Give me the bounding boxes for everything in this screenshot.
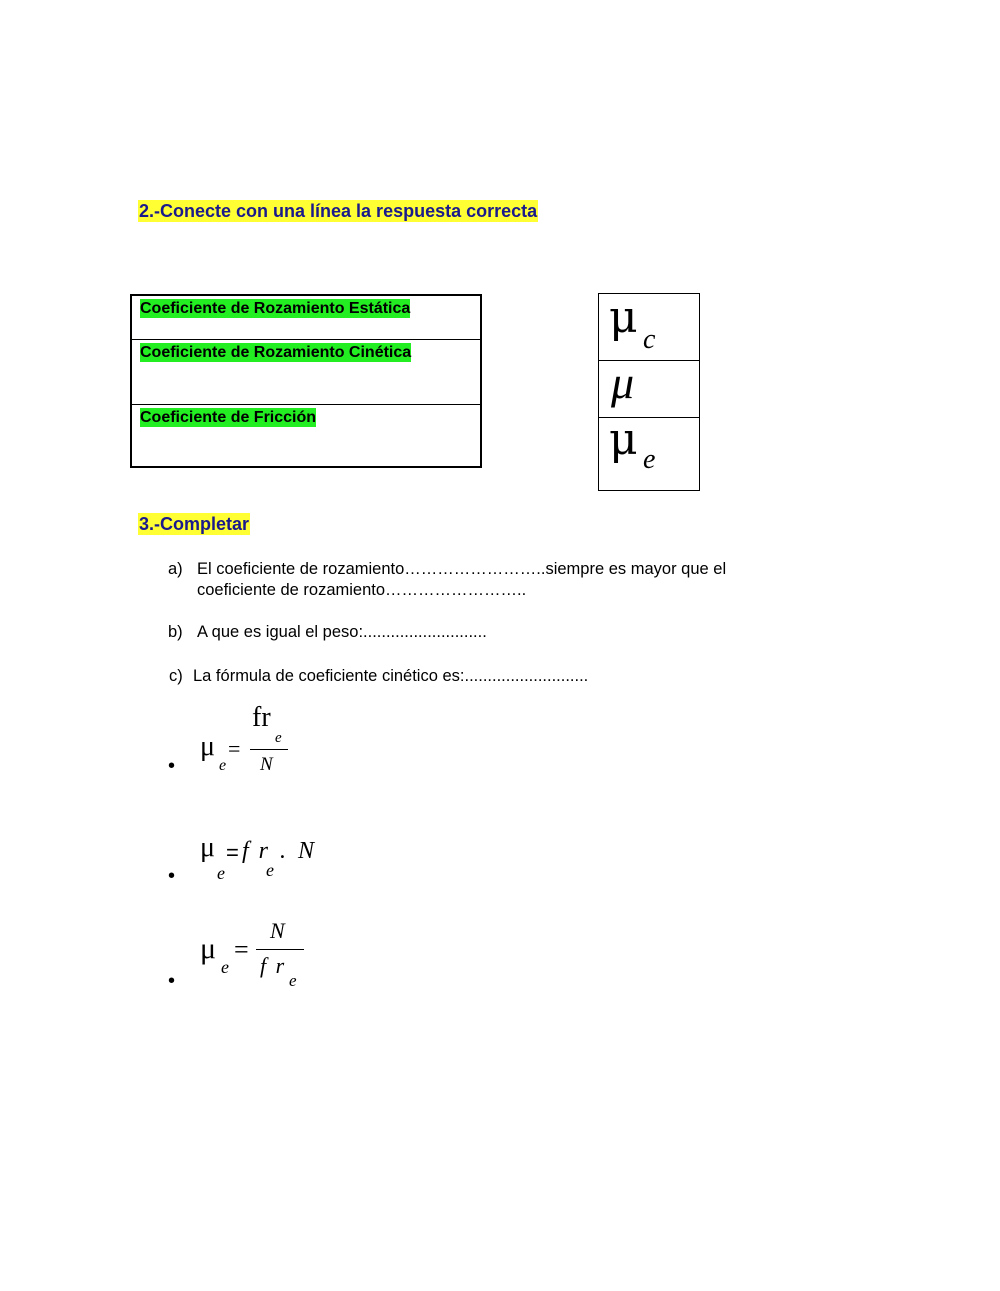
symbols-table xyxy=(598,293,700,491)
section2-heading: 2.-Conecte con una línea la respuesta correcta xyxy=(139,201,538,221)
item-a-line1: El coeficiente de rozamiento……………………..siempre es mayor que el xyxy=(197,560,727,578)
formula-option-1[interactable] xyxy=(168,700,328,780)
numerator-subscript: e xyxy=(275,730,282,746)
symbol-cell-mu-c xyxy=(599,294,699,359)
equals-sign: = xyxy=(234,935,249,964)
mu-symbol: μ xyxy=(200,832,216,863)
section3-heading: 3.-Completar xyxy=(139,514,250,534)
concepts-table xyxy=(130,294,482,468)
fraction-bar xyxy=(250,749,288,750)
concept-cell-friccion xyxy=(132,404,480,467)
item-b-line1: A que es igual el peso:........................... xyxy=(197,623,487,641)
term-subscript: e xyxy=(266,860,274,880)
term: f r xyxy=(242,838,271,864)
denominator: N xyxy=(260,754,273,775)
item-b-marker: b) xyxy=(168,623,183,641)
denominator: f r xyxy=(260,953,287,978)
equals-sign: = xyxy=(228,736,241,761)
numerator: fr xyxy=(252,702,271,733)
term-rest: . N xyxy=(280,838,318,864)
equals-sign: = xyxy=(226,840,239,865)
mu-subscript: e xyxy=(221,957,229,977)
mu-symbol: μ xyxy=(611,357,635,408)
bullet: • xyxy=(168,970,176,992)
concept-label: Coeficiente de Rozamiento Estática xyxy=(140,300,411,317)
mu-symbol: μ xyxy=(200,932,217,965)
fraction-bar xyxy=(256,949,304,950)
symbol-cell-mu xyxy=(599,357,699,417)
concept-label: Coeficiente de Fricción xyxy=(140,409,317,426)
item-c-line1: La fórmula de coeficiente cinético es:........................... xyxy=(193,667,589,685)
mu-subscript: c xyxy=(643,324,656,355)
mu-symbol: μ xyxy=(200,731,216,762)
mu-symbol: μ xyxy=(609,292,638,343)
formula-option-2[interactable] xyxy=(168,830,328,890)
formula-option-3[interactable] xyxy=(168,915,328,995)
concept-cell-estatica xyxy=(132,296,480,338)
denominator-subscript: e xyxy=(289,971,297,990)
numerator: N xyxy=(270,918,285,943)
mu-subscript: e xyxy=(643,444,656,475)
bullet: • xyxy=(168,865,176,887)
item-c-marker: c) xyxy=(169,667,183,685)
bullet: • xyxy=(168,755,176,777)
mu-symbol: μ xyxy=(609,414,638,465)
concept-label: Coeficiente de Rozamiento Cinética xyxy=(140,344,412,361)
concept-cell-cinetica xyxy=(132,339,480,404)
mu-subscript: e xyxy=(219,757,227,774)
item-a-marker: a) xyxy=(168,560,183,578)
mu-subscript: e xyxy=(217,863,225,883)
symbol-cell-mu-e xyxy=(599,414,699,491)
item-a-line2: coeficiente de rozamiento…………………….. xyxy=(197,581,527,599)
